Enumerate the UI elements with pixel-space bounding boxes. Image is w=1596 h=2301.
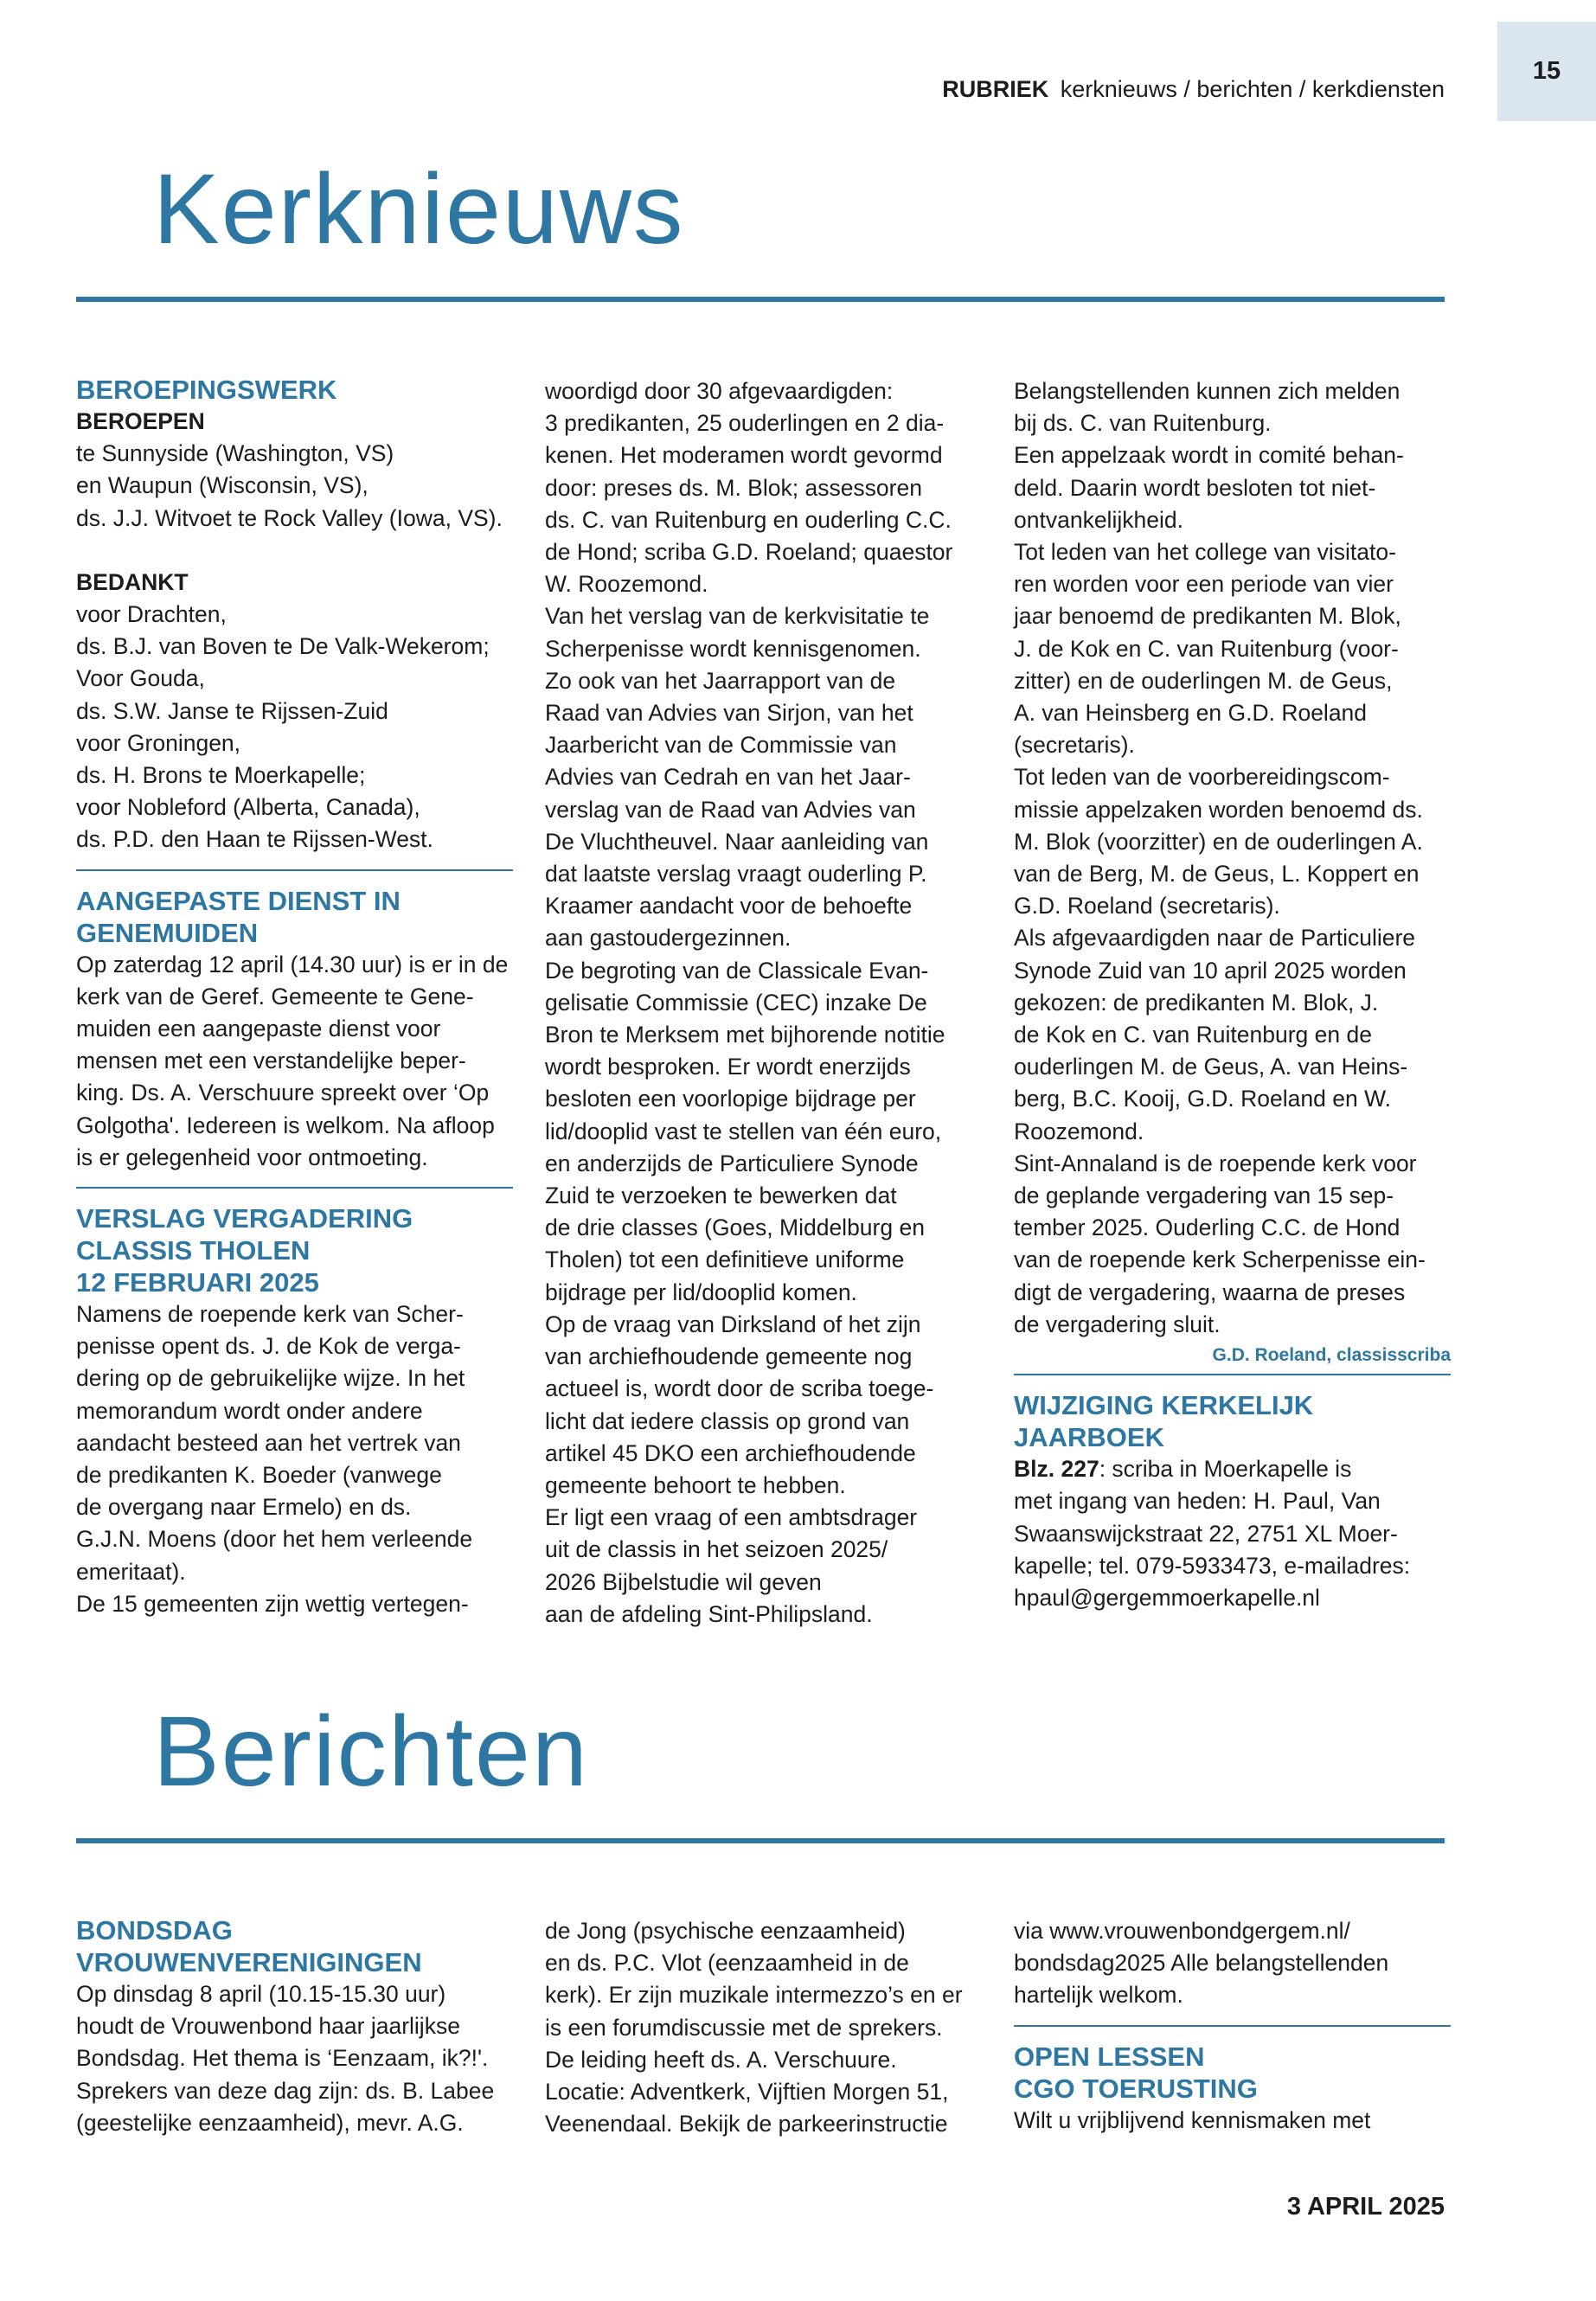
line: Voor Gouda,	[76, 665, 205, 692]
section-rule-kerknieuws	[76, 297, 1445, 302]
kerknieuws-column-1	[76, 374, 513, 1620]
line: dering op de gebruikelijke wijze. In het	[76, 1365, 465, 1392]
line: wordt besproken. Er wordt enerzijds	[545, 1054, 911, 1080]
kerknieuws-column-3	[1014, 375, 1451, 1614]
line: van de roepende kerk Scherpenisse ein-	[1014, 1247, 1426, 1273]
line: bij ds. C. van Ruitenburg.	[1014, 410, 1272, 437]
heading-wijziging: WIJZIGING KERKELIJK	[1014, 1390, 1314, 1421]
heading-beroepingswerk: BEROEPINGSWERK	[76, 375, 337, 405]
line: A. van Heinsberg en G.D. Roeland	[1014, 700, 1368, 727]
line: De leiding heeft ds. A. Verschuure.	[545, 2046, 897, 2073]
line: 3 predikanten, 25 ouderlingen en 2 dia-	[545, 410, 945, 437]
line: aan gastoudergezinnen.	[545, 925, 792, 952]
line: en Waupun (Wisconsin, VS),	[76, 472, 369, 499]
heading-verslag: CLASSIS THOLEN	[76, 1235, 311, 1266]
heading-bondsdag: BONDSDAG	[76, 1915, 233, 1945]
line: gelisatie Commissie (CEC) inzake De	[545, 989, 927, 1016]
line: en anderzijds de Particuliere Synode	[545, 1150, 919, 1176]
line: aandacht besteed aan het vertrek van	[76, 1429, 461, 1456]
line: emeritaat).	[76, 1558, 186, 1585]
line: kerk van de Geref. Gemeente te Gene-	[76, 983, 474, 1009]
line: verslag van de Raad van Advies van	[545, 796, 916, 823]
heading-bondsdag: VROUWENVERENIGINGEN	[76, 1947, 422, 1977]
line: memorandum wordt onder andere	[76, 1397, 423, 1424]
line: (secretaris).	[1014, 732, 1135, 759]
line: ouderlingen M. de Geus, A. van Heins-	[1014, 1054, 1408, 1080]
line: De Vluchtheuvel. Naar aanleiding van	[545, 828, 929, 855]
line: G.D. Roeland (secretaris).	[1014, 893, 1280, 920]
page-reference: Blz. 227	[1014, 1456, 1099, 1483]
line: de geplande vergadering van 15 sep-	[1014, 1183, 1394, 1209]
line: met ingang van heden: H. Paul, Van	[1014, 1488, 1381, 1515]
line: mensen met een verstandelijke beper-	[76, 1048, 466, 1074]
line: lid/dooplid vast te stellen van één euro,	[545, 1118, 942, 1144]
signature: G.D. Roeland, classisscriba	[1212, 1345, 1451, 1366]
line: Raad van Advies van Sirjon, van het	[545, 700, 913, 727]
line: ds. S.W. Janse te Rijssen-Zuid	[76, 697, 388, 724]
label-bedankt: BEDANKT	[76, 568, 189, 595]
line: M. Blok (voorzitter) en de ouderlingen A.	[1014, 828, 1423, 855]
line: de Jong (psychische eenzaamheid)	[545, 1918, 906, 1944]
line: de overgang naar Ermelo) en ds.	[76, 1494, 412, 1521]
section-rule-berichten	[76, 1838, 1445, 1843]
line: digt de vergadering, waarna de preses	[1014, 1279, 1406, 1305]
line: Tot leden van de voorbereidingscom-	[1014, 764, 1390, 791]
line: van de Berg, M. de Geus, L. Koppert en	[1014, 861, 1420, 888]
line: de vergadering sluit.	[1014, 1311, 1221, 1337]
line: De begroting van de Classicale Evan-	[545, 957, 929, 984]
line: houdt de Vrouwenbond haar jaarlijkse	[76, 2013, 460, 2040]
line: licht dat iedere classis op grond van	[545, 1407, 910, 1434]
line: en ds. P.C. Vlot (eenzaamheid in de	[545, 1950, 909, 1977]
line: Scherpenisse wordt kennisgenomen.	[545, 635, 921, 662]
heading-open-lessen: CGO TOERUSTING	[1014, 2073, 1258, 2104]
line: voor Groningen,	[76, 729, 241, 756]
line: voor Nobleford (Alberta, Canada),	[76, 794, 420, 821]
issue-date: 3 APRIL 2025	[1286, 2193, 1445, 2221]
berichten-column-3	[1014, 1915, 1451, 2137]
line: penisse opent ds. J. de Kok de verga-	[76, 1333, 461, 1360]
line: Swaanswijckstraat 22, 2751 XL Moer-	[1014, 1520, 1398, 1547]
line	[1014, 1453, 1451, 1485]
line: voor Drachten,	[76, 601, 227, 628]
line: ren worden voor een periode van vier	[1014, 571, 1394, 598]
email-address: hpaul@gergemmoerkapelle.nl	[1014, 1584, 1320, 1611]
line: ds. J.J. Witvoet te Rock Valley (Iowa, VS).	[76, 504, 503, 531]
rubriek-header	[942, 76, 1445, 103]
rubriek-path: kerknieuws / berichten / kerkdiensten	[1060, 76, 1445, 102]
line: Synode Zuid van 10 april 2025 worden	[1014, 957, 1407, 984]
line: Roozemond.	[1014, 1118, 1144, 1144]
line: Bron te Merksem met bijhorende notitie	[545, 1022, 945, 1048]
line: ds. B.J. van Boven te De Valk-Wekerom;	[76, 633, 490, 660]
line: kenen. Het moderamen wordt gevormd	[545, 442, 943, 469]
heading-verslag: VERSLAG VERGADERING	[76, 1203, 413, 1234]
line: Kraamer aandacht voor de behoefte	[545, 893, 913, 920]
line: de Kok en C. van Ruitenburg en de	[1014, 1022, 1372, 1048]
line: actueel is, wordt door de scriba toege-	[545, 1375, 934, 1402]
kerknieuws-column-2	[545, 375, 982, 1631]
line: 2026 Bijbelstudie wil geven	[545, 1568, 822, 1595]
line: te Sunnyside (Washington, VS)	[76, 440, 394, 467]
url-line: via www.vrouwenbondgergem.nl/	[1014, 1918, 1350, 1944]
line: Locatie: Adventkerk, Vijftien Morgen 51,	[545, 2079, 949, 2106]
line-rest: : scriba in Moerkapelle is	[1099, 1456, 1352, 1483]
line: J. de Kok en C. van Ruitenburg (voor-	[1014, 635, 1399, 662]
line: dat laatste verslag vraagt ouderling P.	[545, 861, 927, 888]
line: Zo ook van het Jaarrapport van de	[545, 667, 896, 694]
line: Jaarbericht van de Commissie van	[545, 732, 897, 759]
line: de predikanten K. Boeder (vanwege	[76, 1462, 442, 1489]
line: Als afgevaardigden naar de Particuliere	[1014, 925, 1416, 952]
line: bijdrage per lid/dooplid komen.	[545, 1279, 857, 1305]
line: Bondsdag. Het thema is ‘Eenzaam, ik?!'.	[76, 2045, 489, 2072]
line: missie appelzaken worden benoemd ds.	[1014, 796, 1423, 823]
line: tember 2025. Ouderling C.C. de Hond	[1014, 1215, 1401, 1241]
line: artikel 45 DKO een archiefhoudende	[545, 1439, 916, 1466]
divider	[76, 869, 513, 871]
line: de Hond; scriba G.D. Roeland; quaestor	[545, 539, 953, 566]
line: is er gelegenheid voor ontmoeting.	[76, 1144, 428, 1170]
line: is een forumdiscussie met de sprekers.	[545, 2014, 943, 2041]
section-title-berichten: Berichten	[153, 1696, 589, 1807]
line: zitter) en de ouderlingen M. de Geus,	[1014, 667, 1393, 694]
line: Zuid te verzoeken te bewerken dat	[545, 1183, 897, 1209]
line: woordigd door 30 afgevaardigden:	[545, 378, 894, 404]
line: ds. P.D. den Haan te Rijssen-West.	[76, 826, 433, 853]
heading-aangepaste-dienst: AANGEPASTE DIENST IN	[76, 885, 401, 916]
page-number: 15	[1497, 22, 1596, 121]
line: De 15 gemeenten zijn wettig vertegen-	[76, 1590, 469, 1617]
line: Tot leden van het college van visitato-	[1014, 539, 1396, 566]
line: ds. C. van Ruitenburg en ouderling C.C.	[545, 506, 952, 533]
line: ontvankelijkheid.	[1014, 506, 1183, 533]
line: Tholen) tot een definitieve uniforme	[545, 1247, 905, 1273]
berichten-column-2	[545, 1915, 982, 2140]
line: Advies van Cedrah en van het Jaar-	[545, 764, 911, 791]
label-beroepen: BEROEPEN	[76, 408, 205, 434]
line: hartelijk welkom.	[1014, 1982, 1183, 2009]
line: aan de afdeling Sint-Philipsland.	[545, 1600, 873, 1627]
berichten-column-1	[76, 1914, 513, 2139]
line: Belangstellenden kunnen zich melden	[1014, 378, 1401, 404]
line: Op dinsdag 8 april (10.15-15.30 uur)	[76, 1981, 446, 2007]
line: de drie classes (Goes, Middelburg en	[545, 1215, 925, 1241]
line: Sint-Annaland is de roepende kerk voor	[1014, 1150, 1417, 1176]
line: W. Roozemond.	[545, 571, 708, 598]
line: van archiefhoudende gemeente nog	[545, 1343, 913, 1370]
divider	[1014, 2025, 1451, 2027]
line: (geestelijke eenzaamheid), mevr. A.G.	[76, 2109, 464, 2136]
heading-aangepaste-dienst: GENEMUIDEN	[76, 917, 259, 948]
line: gemeente behoort te hebben.	[545, 1471, 846, 1498]
line: door: preses ds. M. Blok; assessoren	[545, 474, 922, 501]
line: Wilt u vrijblijvend kennismaken met	[1014, 2106, 1371, 2133]
divider	[1014, 1374, 1451, 1375]
line: Sprekers van deze dag zijn: ds. B. Labee	[76, 2077, 495, 2104]
line: kerk). Er zijn muzikale intermezzo’s en er	[545, 1982, 963, 2009]
rubriek-label: RUBRIEK	[942, 76, 1049, 102]
line: Golgotha'. Iedereen is welkom. Na afloop	[76, 1112, 495, 1138]
line: Een appelzaak wordt in comité behan-	[1014, 442, 1404, 469]
line: jaar benoemd de predikanten M. Blok,	[1014, 603, 1401, 630]
heading-open-lessen: OPEN LESSEN	[1014, 2041, 1205, 2072]
line: king. Ds. A. Verschuure spreekt over ‘Op	[76, 1080, 490, 1106]
section-title-kerknieuws: Kerknieuws	[153, 154, 685, 265]
heading-wijziging: JAARBOEK	[1014, 1422, 1164, 1453]
line: ds. H. Brons te Moerkapelle;	[76, 762, 366, 789]
heading-verslag: 12 FEBRUARI 2025	[76, 1267, 319, 1298]
line: berg, B.C. Kooij, G.D. Roeland en W.	[1014, 1086, 1391, 1112]
line: Namens de roepende kerk van Scher-	[76, 1301, 464, 1328]
line: kapelle; tel. 079-5933473, e-mailadres:	[1014, 1552, 1411, 1579]
line: deld. Daarin wordt besloten tot niet-	[1014, 474, 1376, 501]
line: Op de vraag van Dirksland of het zijn	[545, 1311, 921, 1337]
line: bondsdag2025 Alle belangstellenden	[1014, 1950, 1389, 1977]
line: muiden een aangepaste dienst voor	[76, 1016, 441, 1042]
line: uit de classis in het seizoen 2025/	[545, 1536, 888, 1563]
line: G.J.N. Moens (door het hem verleende	[76, 1526, 473, 1553]
line: Op zaterdag 12 april (14.30 uur) is er in de	[76, 951, 509, 977]
line: besloten een voorlopige bijdrage per	[545, 1086, 916, 1112]
line: gekozen: de predikanten M. Blok, J.	[1014, 989, 1379, 1016]
divider	[76, 1187, 513, 1189]
line: Veenendaal. Bekijk de parkeerinstructie	[545, 2111, 948, 2138]
line: Er ligt een vraag of een ambtsdrager	[545, 1504, 918, 1531]
line: Van het verslag van de kerkvisitatie te	[545, 603, 930, 630]
